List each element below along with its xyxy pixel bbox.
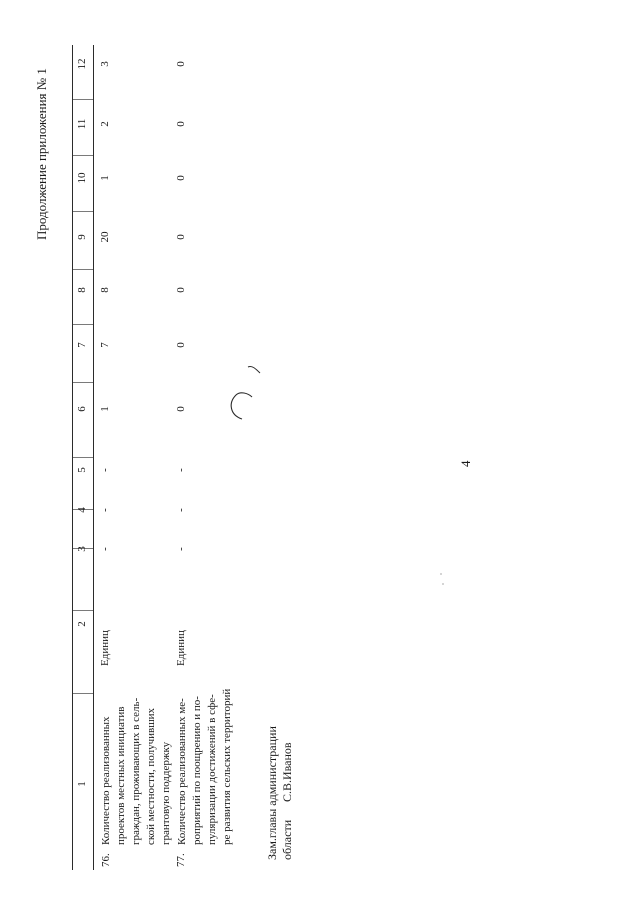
row-77-col-5: - <box>175 468 187 472</box>
signature-position: Зам.главы администрации <box>265 726 279 860</box>
row-76-col-10: 1 <box>99 175 111 181</box>
row-76-col-5: - <box>99 468 111 472</box>
row-77-line-1: Количество реализованных ме- <box>176 698 188 845</box>
row-77-number: 77. <box>175 853 187 867</box>
row-77-col-3: - <box>175 547 187 551</box>
row-76-line-5: грантовую поддержку <box>160 741 172 845</box>
row-77-col-7: 0 <box>175 342 187 348</box>
row-76-col-7: 7 <box>99 342 111 348</box>
row-76-col-3: - <box>99 547 111 551</box>
row-76-col-11: 2 <box>99 121 111 127</box>
row-76-col-6: 1 <box>99 406 111 412</box>
row-77-unit: Единиц <box>175 630 187 666</box>
row-76-number: 76. <box>100 853 112 867</box>
row-76-line-3: граждан, проживающих в сель- <box>130 697 142 845</box>
col-sep <box>73 155 93 156</box>
row-77-col-4: - <box>175 508 187 512</box>
row-76-col-9: 20 <box>99 231 111 243</box>
header-col-12: 12 <box>76 58 88 70</box>
row-77-line-4: ре развития сельских территорий <box>221 688 233 845</box>
signature-scribble <box>222 355 267 425</box>
row-76-col-12: 3 <box>99 61 111 67</box>
col-sep <box>73 382 93 383</box>
header-col-7: 7 <box>76 342 88 348</box>
header-col-2: 2 <box>76 621 88 627</box>
row-77-col-9: 0 <box>175 234 187 240</box>
row-77-col-11: 0 <box>175 121 187 127</box>
col-sep <box>73 211 93 212</box>
header-col-5: 5 <box>76 467 88 473</box>
signature-org: области <box>280 819 294 860</box>
header-col-11: 11 <box>76 118 88 130</box>
row-77-line-2: роприятий по поощрению и по- <box>191 696 203 845</box>
table-header-rule <box>93 45 94 870</box>
header-col-3: 3 <box>76 546 88 552</box>
row-77-col-12: 0 <box>175 61 187 67</box>
col-sep <box>73 99 93 100</box>
row-76-unit: Единиц <box>99 630 111 666</box>
col-sep <box>73 693 93 694</box>
scan-speck <box>440 573 442 575</box>
row-77-col-8: 0 <box>175 287 187 293</box>
page-number: 4 <box>458 460 473 467</box>
header-col-1: 1 <box>76 781 88 787</box>
annex-title: Продолжение приложения № 1 <box>34 68 49 240</box>
row-77-col-10: 0 <box>175 175 187 181</box>
header-col-8: 8 <box>76 287 88 293</box>
row-76-col-8: 8 <box>99 287 111 293</box>
row-76-col-4: - <box>99 508 111 512</box>
row-76-line-1: Количество реализованных <box>100 716 112 845</box>
row-76-line-4: ской местности, получивших <box>145 707 157 845</box>
header-col-10: 10 <box>76 172 88 184</box>
signature-name: С.В.Иванов <box>280 742 294 802</box>
header-col-9: 9 <box>76 234 88 240</box>
row-77-col-6: 0 <box>175 406 187 412</box>
header-col-6: 6 <box>76 406 88 412</box>
scan-speck <box>442 583 444 585</box>
row-76-line-2: проектов местных инициатив <box>115 706 127 845</box>
header-col-4: 4 <box>76 507 88 513</box>
row-77-line-3: пуляризации достижений в сфе- <box>206 694 218 845</box>
